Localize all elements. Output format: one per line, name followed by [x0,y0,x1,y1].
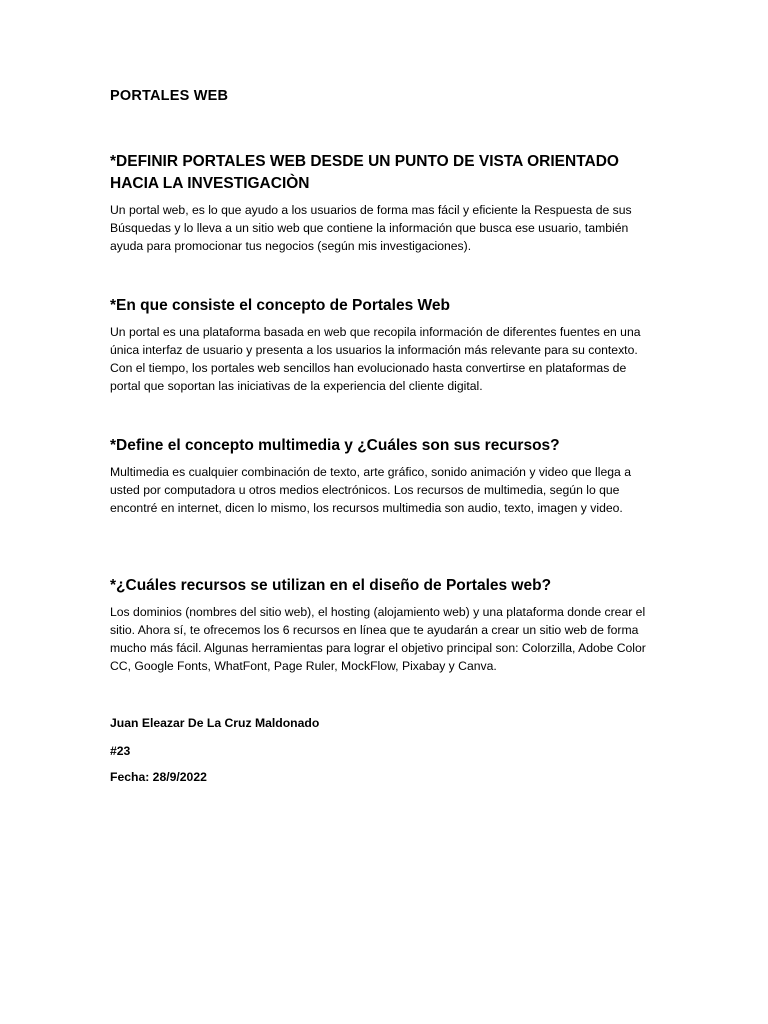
author-name: Juan Eleazar De La Cruz Maldonado [110,716,320,730]
author-number: #23 [110,744,131,758]
document-title: PORTALES WEB [110,88,229,104]
section-definition [110,151,660,255]
section-concept [110,295,660,395]
section-body: Un portal web, es lo que ayudo a los usuarios de forma mas fácil y eficiente la Respuesta de sus Búsquedas y lo lleva a un sitio web que contiene la información que busca ese usuario, también ayuda para promocionar tus negocios (según mis investigaciones). [110,203,632,253]
section-body: Un portal es una plataforma basada en web que recopila información de diferentes fuentes en una única interfaz de usuario y presenta a los usuarios la información más relevante para su contexto. Con el tiempo, los portales web sencillos han evolucionado hasta convertirse en plataformas de portal que soportan las iniciativas de la experiencia del cliente digital. [110,325,641,393]
section-body: Multimedia es cualquier combinación de texto, arte gráfico, sonido animación y video que llega a usted por computadora u otros medios electrónicos. Los recursos de multimedia, según lo que encontré en internet, dicen lo mismo, los recursos multimedia son audio, texto, imagen y video. [110,465,631,515]
section-heading: *Define el concepto multimedia y ¿Cuáles son sus recursos? [110,437,560,454]
section-body: Los dominios (nombres del sitio web), el hosting (alojamiento web) y una plataforma donde crear el sitio. Ahora sí, te ofrecemos los 6 recursos en línea que te ayudarán a crear un sitio web de forma mucho más fácil. Algunas herramientas para lograr el objetivo principal son: Colorzilla, Adobe Color CC, Google Fonts, WhatFont, Page Ruler, MockFlow, Pixabay y Canva. [110,605,646,673]
section-resources [110,575,660,675]
section-heading: *En que consiste el concepto de Portales Web [110,297,450,314]
section-heading: *DEFINIR PORTALES WEB DESDE UN PUNTO DE VISTA ORIENTADO HACIA LA INVESTIGACIÒN [110,153,619,192]
section-multimedia [110,435,660,517]
section-heading: *¿Cuáles recursos se utilizan en el diseño de Portales web? [110,577,552,594]
document-date: Fecha: 28/9/2022 [110,770,207,784]
